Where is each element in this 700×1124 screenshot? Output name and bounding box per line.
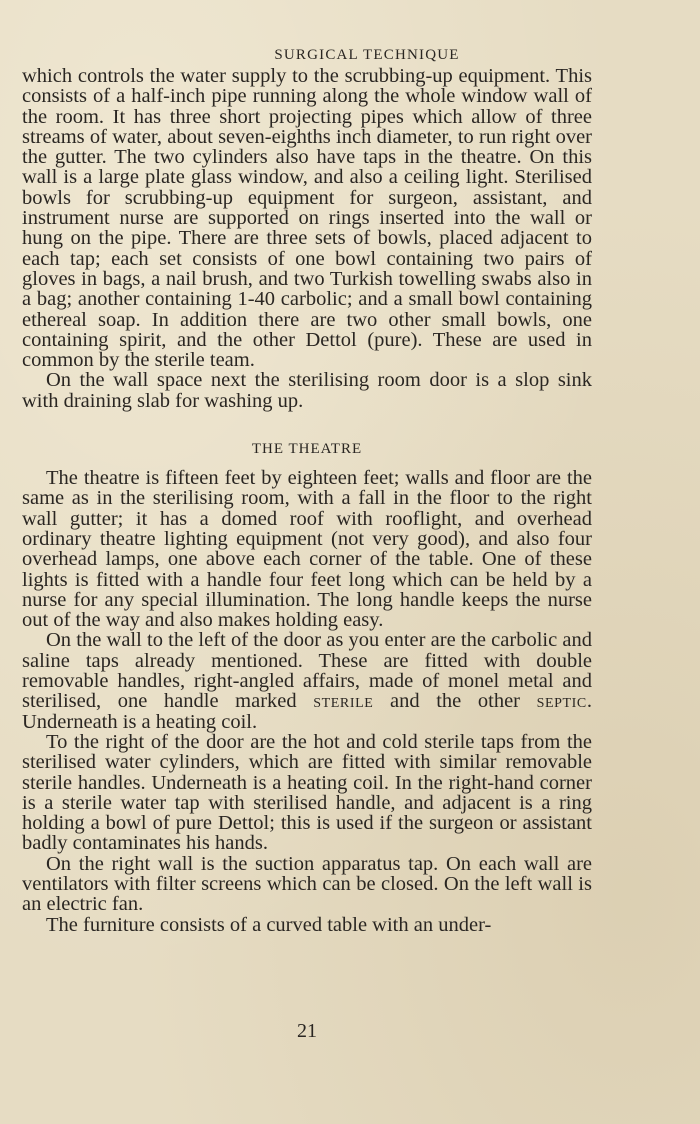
page-number: 21 bbox=[297, 1020, 317, 1042]
paragraph-right-door-taps: To the right of the door are the hot and cold sterile taps from the sterilised water cylinders, which are fitted with similar removable sterile handles. Underneath is a heating coil. In the right-hand corner is a sterile water tap with sterilised handle, and adjacent is a ring holding a bowl of pure Dettol; this is used if the surgeon or assistant badly contaminates his hands. bbox=[22, 730, 592, 855]
sterile-label: sterile bbox=[313, 690, 374, 713]
theatre-body-text bbox=[22, 468, 592, 935]
paragraph-slop-sink: On the wall space next the sterilising room door is a slop sink with draining slab for washing up. bbox=[22, 369, 592, 412]
text-segment: . Underneath is a heating coil. bbox=[22, 690, 592, 733]
paragraph-left-wall-taps bbox=[22, 630, 592, 731]
book-page bbox=[22, 44, 690, 1114]
text-segment: On the wall to the left of the door as you enter are the carbolic and saline taps already mentioned. These are fitted with double removable handles, right-angled affairs, made of monel metal and sterilised, one handle marked bbox=[22, 629, 592, 713]
paragraph-scrubbing-equipment: which controls the water supply to the scrubbing-up equipment. This consists of a half-inch pipe running along the whole window wall of the room. It has three short projecting pipes which allow of three streams of water, about seven-eighths inch diameter, to run right over the gutter. The two cylinders also have taps in the theatre. On this wall is a large plate glass window, and also a ceiling light. Sterilised bowls for scrubbing-up equipment for surgeon, assistant, and instrument nurse are supported on rings inserted into the wall or hung on the pipe. There are three sets of bowls, placed adjacent to each tap; each set consists of one bowl containing two pairs of gloves in bags, a nail brush, and two Turkish towelling swabs also in a bag; another containing 1-40 carbolic; and a small bowl containing ethereal soap. In addition there are two other small bowls, one containing spirit, and the other Dettol (pure). These are used in common by the sterile team. bbox=[22, 65, 592, 372]
paragraph-theatre-dimensions: The theatre is fifteen feet by eighteen feet; walls and floor are the same as in the sterilising room, with a fall in the floor to the right wall gutter; it has a domed roof with rooflight, and overhead ordinary theatre lighting equipment (not very good), and also four overhead lamps, one above each corner of the table. One of these lights is fitted with a handle four feet long which can be held by a nurse for any special illumination. The long handle keeps the nurse out of the way and also makes holding easy. bbox=[22, 467, 592, 632]
running-head: SURGICAL TECHNIQUE bbox=[274, 47, 460, 63]
paragraph-furniture: The furniture consists of a curved table with an under- bbox=[46, 913, 492, 936]
text-segment: and the other bbox=[373, 690, 537, 713]
body-text bbox=[22, 66, 592, 411]
section-heading-theatre: THE THEATRE bbox=[251, 441, 363, 458]
septic-label: septic bbox=[536, 690, 587, 713]
paragraph-suction-ventilators: On the right wall is the suction apparatus tap. On each wall are ventilators with filter screens which can be closed. On the left wall is an electric fan. bbox=[22, 852, 592, 916]
